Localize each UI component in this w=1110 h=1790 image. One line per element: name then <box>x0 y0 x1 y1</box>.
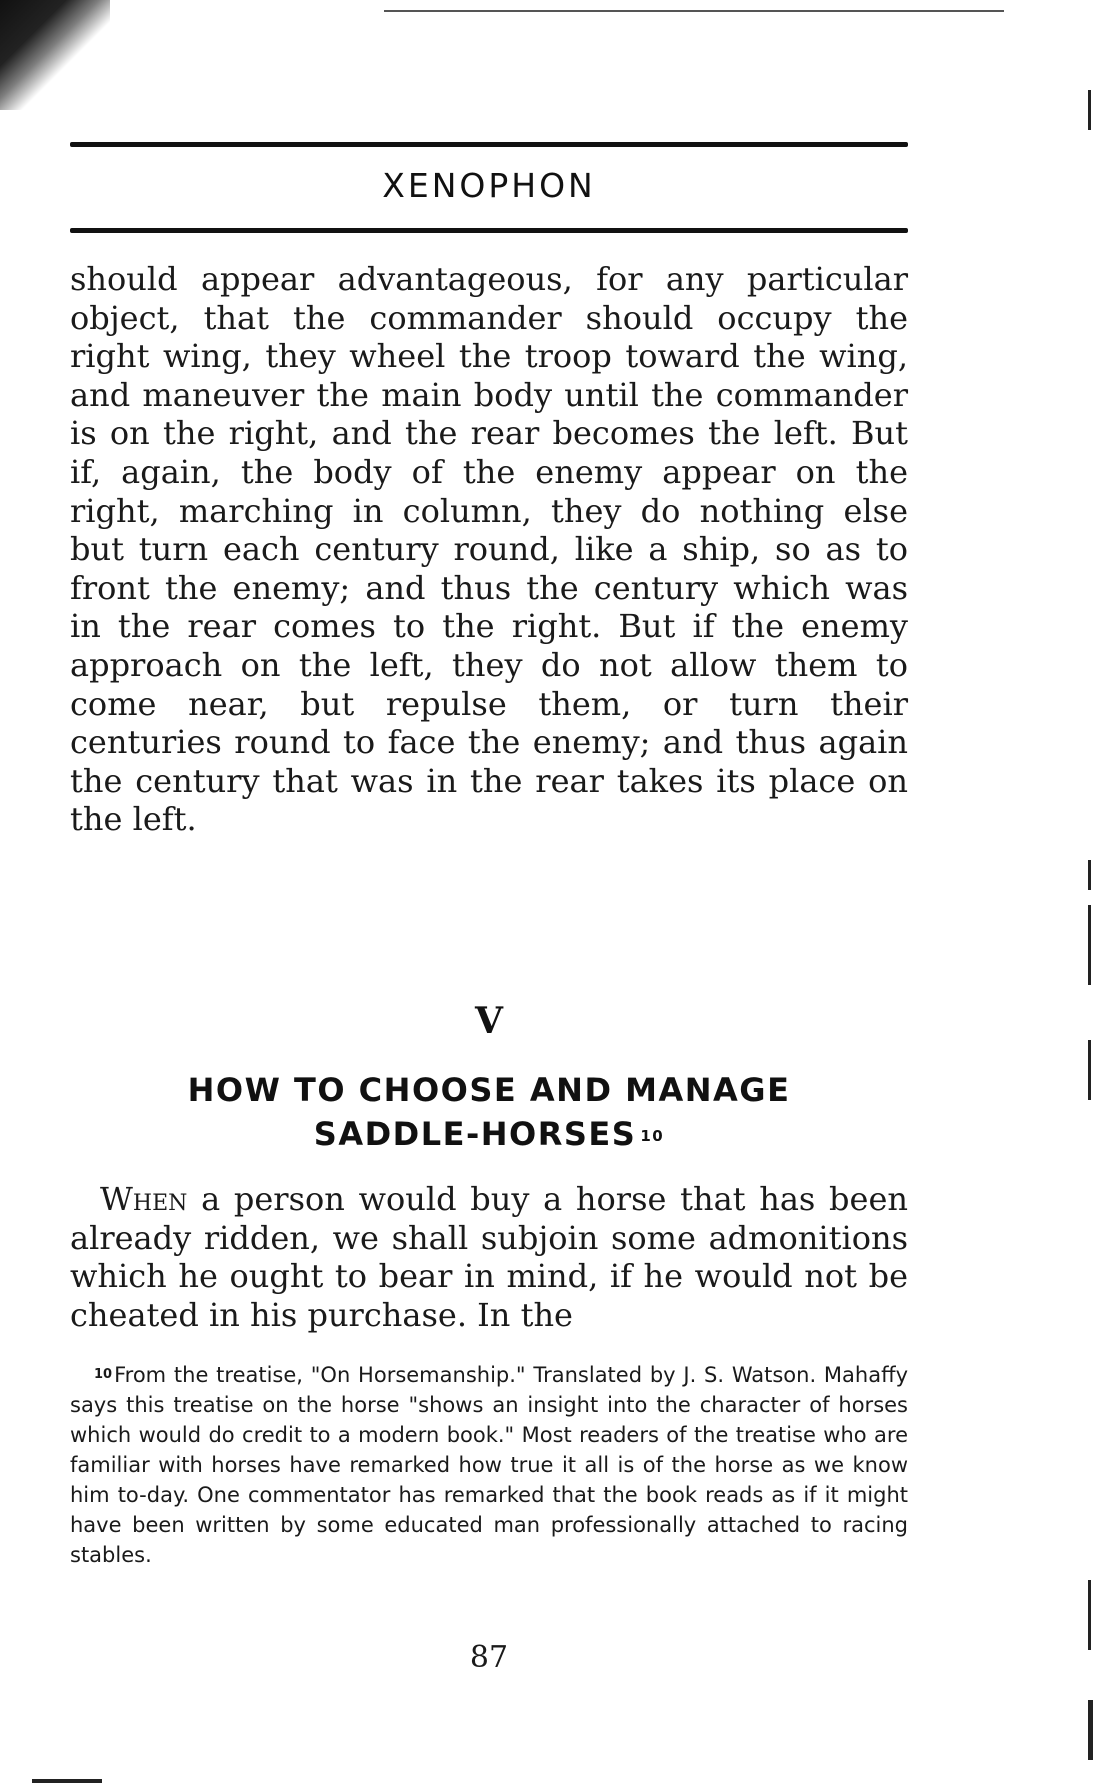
footnote-text: From the treatise, "On Horsemanship." Translated by J. S. Watson. Mahaffy says this treatise on the horse "shows an insight into the character of horses which would do credit to a modern book." Most readers of the treatise who are familiar with horses have remarked how true it all is of the horse as we know him to-day. One commentator has remarked that the book reads as if it might have been written by some educated man professionally attached to racing stables. <box>70 1363 908 1567</box>
scan-edge-mark <box>1088 1700 1093 1760</box>
footnote-number: 10 <box>94 1367 113 1382</box>
chapter-title <box>70 1068 908 1156</box>
scan-top-line <box>384 10 1004 12</box>
scan-bottom-mark <box>32 1779 102 1783</box>
chapter-numeral: V <box>475 1000 503 1042</box>
chapter-title-line-2 <box>70 1112 908 1156</box>
scan-edge-mark <box>1088 1040 1091 1100</box>
section-paragraph-text: a person would buy a horse that has been already ridden, we shall subjoin some admonitions which he ought to bear in mind, if he would not be cheated in his purchase. In the <box>70 1180 908 1334</box>
scan-edge-mark <box>1088 1580 1091 1650</box>
footnote <box>70 1360 908 1570</box>
continuation-paragraph: should appear advantageous, for any particular object, that the commander should occupy the right wing, they wheel the troop toward the wing, and maneuver the main body until the commander is on the right, and the rear becomes the left. But if, again, the body of the enemy appear on the right, marching in column, they do nothing else but turn each century round, like a ship, so as to front the enemy; and thus the century which was in the rear comes to the right. But if the enemy approach on the left, they do not allow them to come near, but repulse them, or turn their centuries round to face the enemy; and thus again the century that was in the rear takes its place on the left. <box>70 260 908 839</box>
scan-edge-mark <box>1088 90 1091 130</box>
chapter-title-line-1: HOW TO CHOOSE AND MANAGE <box>187 1071 791 1109</box>
scan-edge-mark <box>1088 860 1091 890</box>
chapter-title-line-2-text: SADDLE-HORSES <box>313 1115 637 1153</box>
section-lead-word: When <box>100 1180 188 1218</box>
page-number: 87 <box>469 1640 509 1675</box>
scan-edge-mark <box>1088 905 1091 985</box>
section-paragraph <box>70 1180 908 1334</box>
running-head-rule-bottom <box>70 228 908 233</box>
scan-corner-shadow <box>0 0 110 110</box>
footnote-reference: 10 <box>640 1127 665 1145</box>
running-head: XENOPHON <box>382 166 596 205</box>
running-head-rule-top <box>70 142 908 147</box>
